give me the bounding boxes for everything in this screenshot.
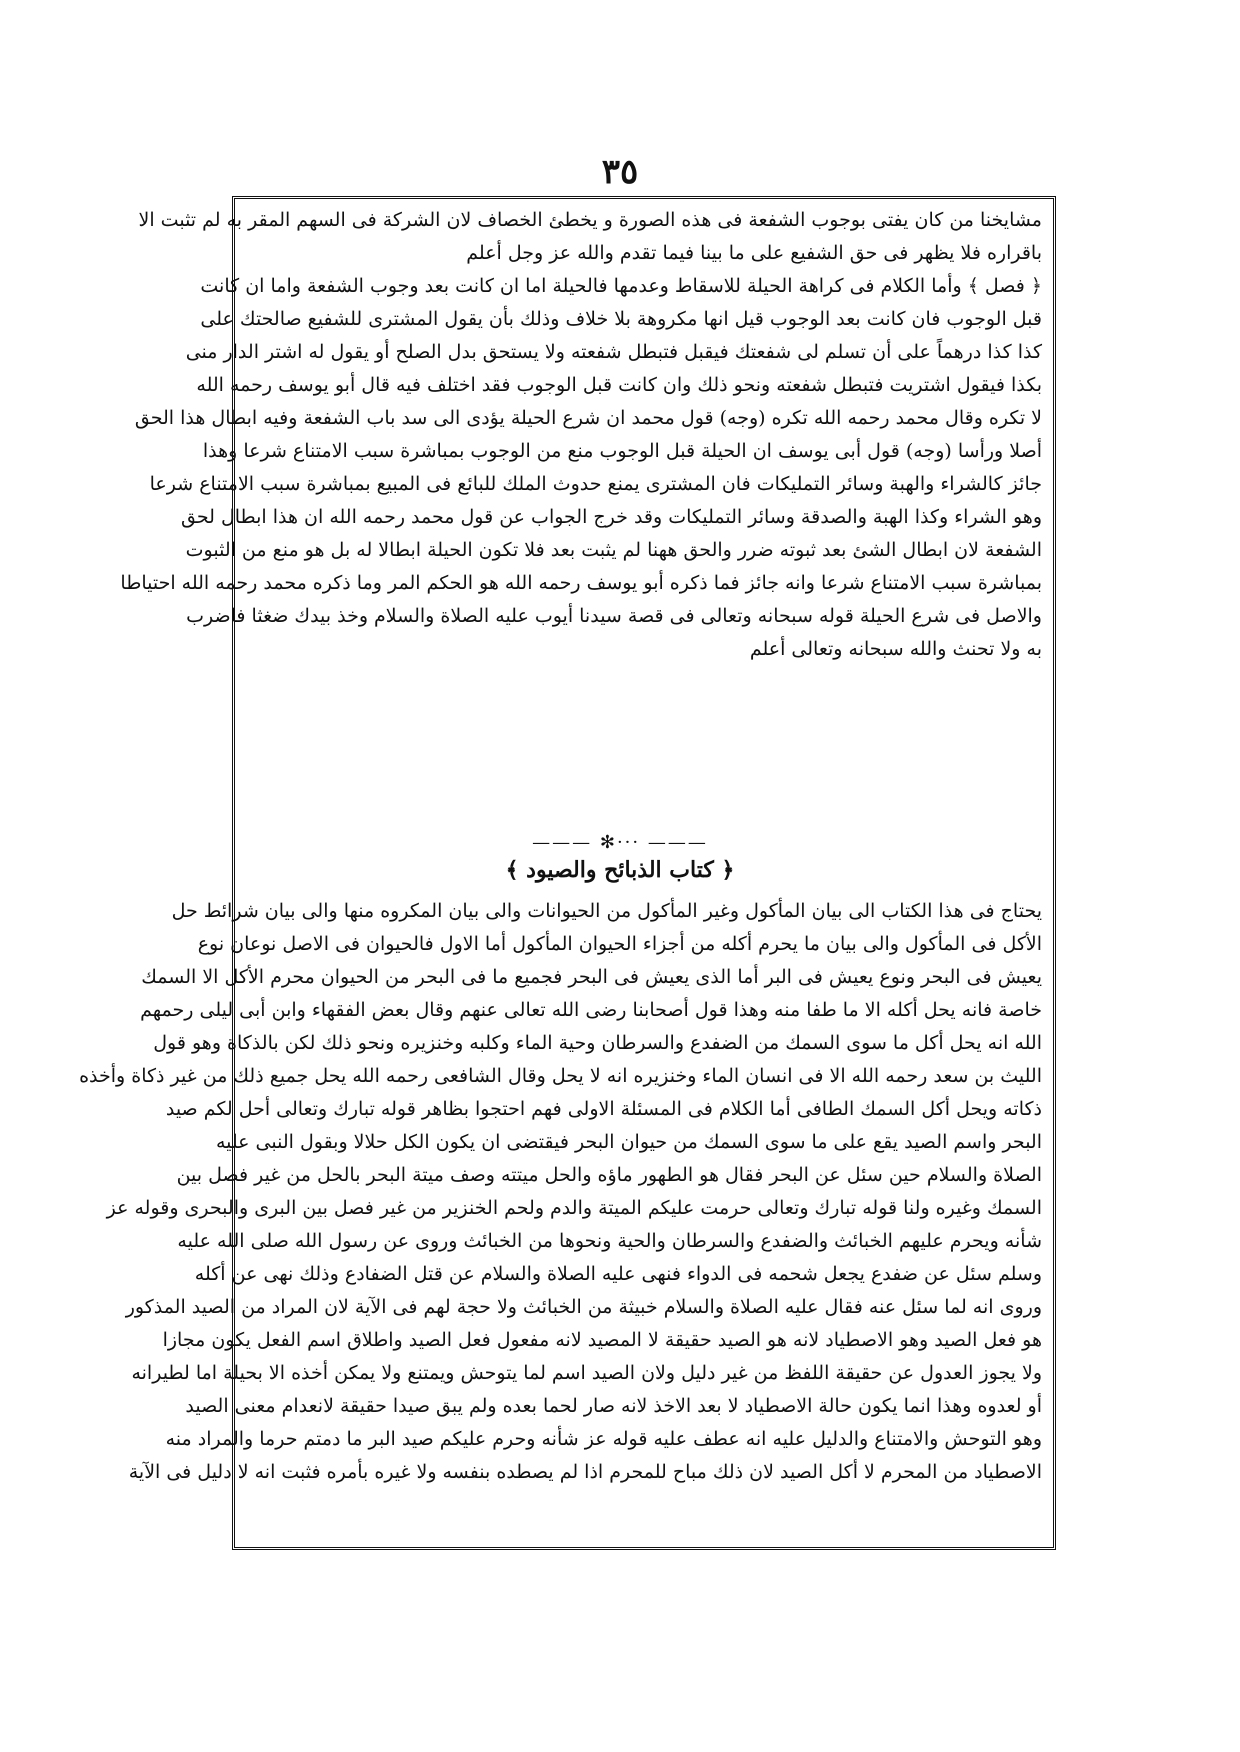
text-line: أو لعدوه وهذا انما يكون حالة الاصطياد لا بعد الاخذ لانه صار لحما بعده ولم يبق صيدا حقيقة لانعدام معنى الصيد [185, 1395, 1042, 1417]
page-number: ٣٥ [601, 152, 639, 192]
text-line: ﴿ فصل ﴾ وأما الكلام فى كراهة الحيلة للاسقاط وعدمها فالحيلة اما ان كانت بعد وجوب الشفعة واما ان كانت [200, 275, 1042, 297]
text-line: هو فعل الصيد وهو الاصطياد لانه هو الصيد حقيقة لا المصيد لانه مفعول فعل الصيد واطلاق اسم الفعل يكون مجازا [162, 1329, 1042, 1351]
text-line: الليث بن سعد رحمه الله الا فى انسان الماء وخنزيره انه لا يحل وقال الشافعى رحمه الله يحل جميع ذلك من غير ذكاة وأخذه [79, 1065, 1042, 1087]
text-line: البحر واسم الصيد يقع على ما سوى السمك من حيوان البحر فيقتضى ان يكون الكل حلالا وبقول النبى عليه [215, 1131, 1042, 1153]
text-line: به ولا تحنث والله سبحانه وتعالى أعلم [749, 638, 1042, 660]
text-line: باقراره فلا يظهر فى حق الشفيع على ما بينا فيما تقدم والله عز وجل أعلم [466, 242, 1042, 264]
text-line: بكذا فيقول اشتريت فتبطل شفعته ونحو ذلك وان كانت قبل الوجوب فقد اختلف فيه قال أبو يوسف رحمه الله [196, 374, 1042, 396]
text-line: يحتاج فى هذا الكتاب الى بيان المأكول وغير المأكول من الحيوانات والى بيان المكروه منها والى بيان شرائط حل [171, 900, 1042, 922]
text-line: السمك وغيره ولنا قوله تبارك وتعالى حرمت عليكم الميتة والدم ولحم الخنزير من غير فصل بين البرى والبحرى وقوله عز [106, 1197, 1042, 1219]
text-line: الله انه يحل أكل ما سوى السمك من الضفدع والسرطان وحية الماء وكلبه وخنزيره ونحو ذلك لكن بالذكاة وهو قول [153, 1032, 1042, 1054]
chapter-title: ﴿ كتاب الذبائح والصيود ﴾ [505, 857, 735, 883]
text-line: قبل الوجوب فان كانت بعد الوجوب قيل انها مكروهة بلا خلاف وذلك بأن يقول المشترى للشفيع صالحتك على [200, 308, 1042, 330]
section-shufa-hila [120, 204, 1042, 666]
text-line: الشفعة لان ابطال الشئ بعد ثبوته ضرر والحق ههنا لم يثبت بعد فلا تكون الحيلة ابطالا له بل هو منع من الثبوت [185, 539, 1042, 561]
text-line: ولا يجوز العدول عن حقيقة اللفظ من غير دليل ولان الصيد اسم لما يتوحش ويمتنع ولا يمكن أخذه الا بحيلة اما لطيرانه [131, 1362, 1042, 1384]
text-line: جائز كالشراء والهبة وسائر التمليكات فان المشترى يمنع حدوث الملك للبائع فى المبيع بمباشرة سبب الامتناع شرعا [149, 473, 1042, 495]
text-line: بمباشرة سبب الامتناع شرعا وانه جائز فما ذكره أبو يوسف رحمه الله هو الحكم المر وما ذكره محمد رحمه الله احتياطا [120, 572, 1042, 594]
text-line: وهو الشراء وكذا الهبة والصدقة وسائر التمليكات وقد خرج الجواب عن قول محمد رحمه الله ان هذا ابطال لحق [181, 506, 1042, 528]
section-dhabaih [79, 895, 1042, 1489]
text-line: الأكل فى المأكول والى بيان ما يحرم أكله من أجزاء الحيوان المأكول أما الاول فالحيوان فى الاصل نوعان نوع [197, 933, 1042, 955]
text-line: وهو التوحش والامتناع والدليل عليه انه عطف عليه قوله عز شأنه وحرم عليكم صيد البر ما دمتم حرما والمراد منه [165, 1428, 1042, 1450]
text-line: الصلاة والسلام حين سئل عن البحر فقال هو الطهور ماؤه والحل ميتته وصف ميتة البحر بالحل من غير فصل بين [176, 1164, 1042, 1186]
ornament-divider: ——— ✻··· ——— [532, 832, 708, 853]
text-line: كذا كذا درهماً على أن تسلم لى شفعتك فيقبل فتبطل شفعته ولا يستحق بدل الصلح أو يقول له اشتر الدار منى [185, 341, 1042, 363]
text-line: وسلم سئل عن ضفدع يجعل شحمه فى الدواء فنهى عليه الصلاة والسلام عن قتل الضفادع وذلك نهى عن أكله [194, 1263, 1042, 1285]
text-line: لا تكره وقال محمد رحمه الله تكره (وجه) قول محمد ان شرع الحيلة يؤدى الى سد باب الشفعة وفيه ابطال هذا الحق [134, 407, 1042, 429]
text-line: أصلا ورأسا (وجه) قول أبى يوسف ان الحيلة قبل الوجوب منع من الوجوب بمباشرة سبب الامتناع شرعا وهذا [202, 440, 1042, 462]
text-line: شأنه ويحرم عليهم الخبائث والضفدع والسرطان والحية ونحوها من الخبائث وروى عن رسول الله صلى الله عليه [177, 1230, 1042, 1252]
text-line: الاصطياد من المحرم لا أكل الصيد لان ذلك مباح للمحرم اذا لم يصطده بنفسه ولا غيره بأمره فثبت انه لا دليل فى الآية [128, 1461, 1042, 1483]
text-line: مشايخنا من كان يفتى بوجوب الشفعة فى هذه الصورة و يخطئ الخصاف لان الشركة فى السهم المقر به لم تثبت الا [138, 209, 1042, 231]
text-line: وروى انه لما سئل عنه فقال عليه الصلاة والسلام خبيثة من الخبائث ولا حجة لهم فى الآية لان المراد من الصيد المذكور [125, 1296, 1042, 1318]
text-line: ذكاته ويحل أكل السمك الطافى أما الكلام فى المسئلة الاولى فهم احتجوا بظاهر قوله تبارك وتعالى أحل لكم صيد [165, 1098, 1042, 1120]
text-line: يعيش فى البحر ونوع يعيش فى البر أما الذى يعيش فى البحر فجميع ما فى البحر من الحيوان محرم الأكل الا السمك [141, 966, 1042, 988]
text-line: خاصة فانه يحل أكله الا ما طفا منه وهذا قول أصحابنا رضى الله تعالى عنهم وقال بعض الفقهاء وابن أبى ليلى رحمهم [140, 999, 1042, 1021]
text-line: والاصل فى شرع الحيلة قوله سبحانه وتعالى فى قصة سيدنا أيوب عليه الصلاة والسلام وخذ بيدك ضغثا فاضرب [186, 605, 1042, 627]
